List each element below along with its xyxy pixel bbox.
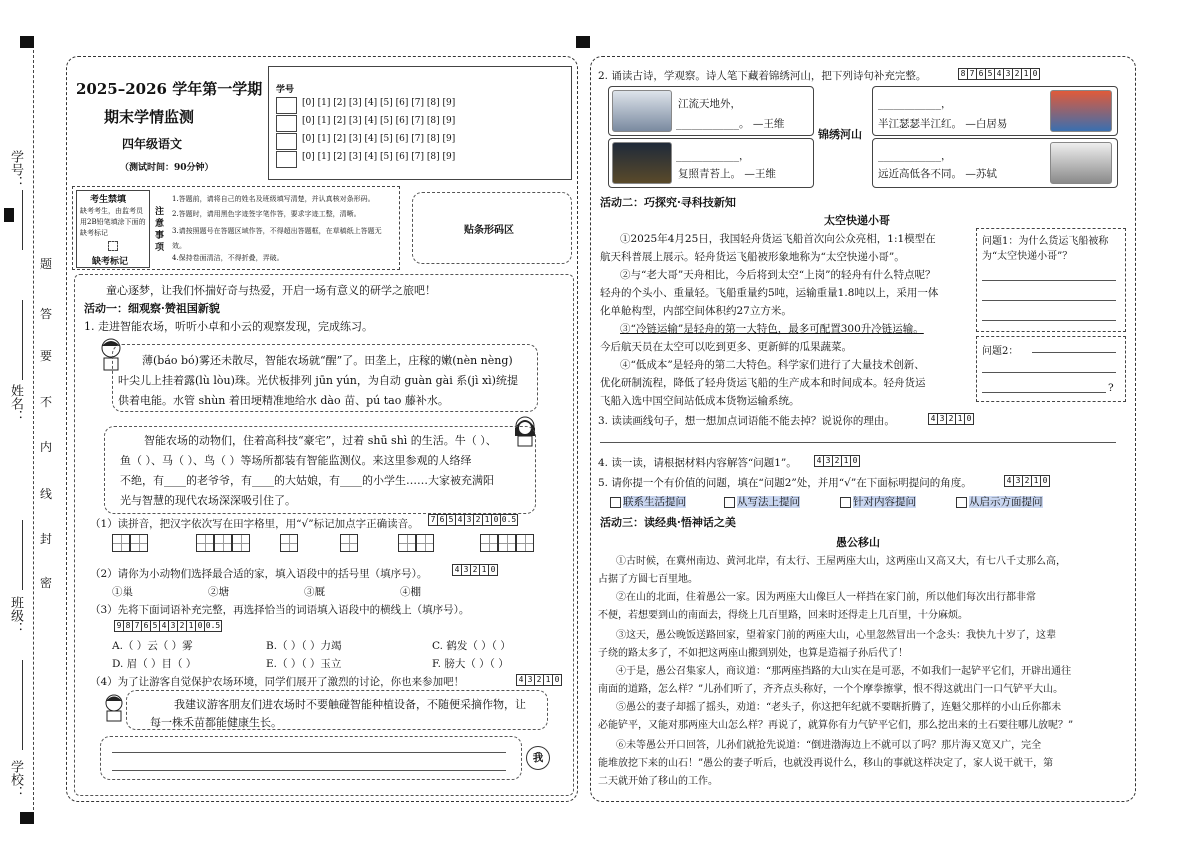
absent-mark-label: 缺考标记 [92,257,129,267]
seal-char: 内 [40,440,53,454]
seal-char: 题 [40,257,53,271]
story-line: 不便，若想要到山的南面去，得绕上几百里路，回来时还得走上几百里，十分麻烦。 [598,610,968,621]
angle-option[interactable] [724,494,800,509]
binding-label-id: 学号： [8,150,23,189]
checkbox[interactable] [610,497,621,508]
activity2-title: 活动二：巧探究·寻科技新知 [600,196,736,209]
speech-line: 供着电能。水管 shùn 着田埂精准地给水 dào 苗、pú tao 藤补水。 [118,394,449,407]
score-box[interactable]: 9 8 7 6 5 4 3 2 1 0 0.5 [114,620,222,632]
checkbox[interactable] [956,497,967,508]
speech-line: 鱼（ ）、马（ ）、鸟（ ）等场所都装有智能监测仪。来这里参观的人络绎 [120,454,472,467]
speech-line: 不绝，有____的老爷爷，有____的大姑娘，有____的小学生……大家被充满阳 [120,474,494,487]
tian-grid-group[interactable] [112,534,148,555]
article-line: 飞船入选中国空间站低成本货物运输系统。 [600,395,800,407]
word-option: D. 眉（ ）目（ ） [112,658,197,670]
tian-grid-group[interactable] [196,534,250,555]
score-box[interactable]: 7 6 5 4 3 2 1 0 0.5 [428,514,518,526]
registration-mark [576,36,590,48]
poem-line: ____________， [878,98,952,110]
story-line: 能堆放挖下来的山石！”愚公的妻子听后，也就没再说什么，移山的事就这样决定了，家人说干就干，第 [598,758,1054,769]
article-line-underlined: ③“冷链运输”是轻舟的第一大特色，最多可配置300升冷链运输。 [620,323,924,335]
speech-line: 我建议游客朋友们进农场时不要触碰智能种植设备，不随便采摘作物，让 [174,698,526,711]
seal-char: 答 [40,307,53,321]
checkbox[interactable] [724,497,735,508]
word-option: E.（ ）（ ）玉立 [266,658,342,670]
article-line: 航天科普展上展示。轻舟货运飞船被形象地称为“太空快递小哥”。 [600,251,905,263]
poem-line: 复照青苔上。 —王维 [678,168,776,180]
story-line: ①古时候，在冀州南边、黄河北岸，有太行、王屋两座大山，这两座山又高又大，有七八千丈那么高， [616,556,1066,567]
seal-char: 要 [40,349,53,363]
question-mark: ? [1108,382,1114,394]
answer-bubble [100,736,522,780]
id-bubble-row[interactable]: [0] [1] [2] [3] [4] [5] [6] [7] [8] [9] [302,98,456,108]
story-line: 南面的道路，怎么样？”儿孙们听了，齐齐点头称好，一个个摩拳擦掌，恨不得这就出门一口气铲平大山。 [598,684,1064,695]
poem-line: 江流天地外， [678,98,741,110]
binding-label-class: 班级： [8,596,23,635]
question1-text: 问题1：为什么货运飞船被称为“太空快递小哥”？ [982,236,1109,262]
answer-line[interactable] [982,372,1116,373]
story-line: ⑥未等愚公开口回答，儿孙们就抢先说道：“倒进渤海边上不就可以了吗？那片海又宽又广，完全 [616,740,1042,751]
id-digit-cell[interactable] [276,97,297,114]
id-bubble-row[interactable]: [0] [1] [2] [3] [4] [5] [6] [7] [8] [9] [302,116,456,126]
article-line: 今后航天员在太空可以吃到更多、更新鲜的瓜果蔬菜。 [600,341,852,353]
binding-field-id [22,190,24,250]
mountain-picture [612,90,672,132]
story-line: ②在山的北面，住着愚公一家。因为两座大山像巨人一样挡在家门前，所以他们每次出行都非常 [616,592,1036,603]
mountain-peaks-picture [1050,142,1112,184]
id-digit-cell[interactable] [276,133,297,150]
center-title: 锦绣河山 [818,128,862,141]
story-line: ⑤愚公的妻子却摇了摇头，劝道：“老头子，你这把年纪就不要瞎折腾了，连魁父那样的小山丘你都未 [616,702,1062,713]
word-option: C. 鹤发（ ）（ ） [432,640,511,652]
seal-char: 不 [40,395,53,409]
option: ③厩 [304,586,325,598]
sub-question-4: （4）为了让游客自觉保护农场环境，同学们展开了激烈的讨论，你也来参加吧！ [90,676,465,688]
speech-line: 薄(báo bó)雾还未散尽，智能农场就“醒”了。田垄上，庄稼的嫩(nèn nèng) [142,354,513,367]
article-line: ②与“老大哥”天舟相比，今后将到太空“上岗”的轻舟有什么特点呢？ [620,269,936,281]
option: ②塘 [208,586,229,598]
story-line: 占据了方圆七百里地。 [598,574,698,585]
story-line: 子绕的路太多了，不如把这两座山搬到别处，也算是造福子孙后代了！ [598,648,908,659]
word-option: F. 膀大（ ）（ ） [432,658,509,670]
score-box[interactable]: 4 3 2 1 0 [516,674,562,686]
question-3: 3. 读读画线句子，想一想加点词语能不能去掉？说说你的理由。 [598,415,895,427]
article-line: ④“低成本”是轻舟的第二大特色。科学家们进行了大量技术创新、 [620,359,925,371]
angle-label: 从写法上提问 [737,496,800,508]
story-line: ③这天，愚公晚饭送路回家，望着家门前的两座大山，心里忽然冒出一个念头：我快九十岁了，这辈 [616,630,1056,641]
registration-mark [20,36,34,48]
angle-option[interactable] [610,494,686,509]
score-box[interactable]: 8 7 6 5 4 3 2 1 0 [958,68,1040,80]
registration-mark [4,208,14,222]
binding-line [33,50,34,810]
poem-line: ____________。 —王维 [676,118,785,130]
forest-light-picture [612,142,672,184]
question-1: 1. 走进智能农场，听听小卓和小云的观察发现，完成练习。 [84,320,373,333]
notice-item: 4.保持卷面清洁，不得折叠，弄破。 [172,254,284,262]
angle-option[interactable] [956,494,1043,509]
article-title: 太空快递小哥 [824,214,890,227]
absent-mark-cell[interactable] [108,241,118,251]
absent-box-text: 缺考考生，由监考员用2B铅笔填涂下面的缺考标记 [80,207,146,237]
poem-line: ____________， [878,150,952,162]
binding-field-school [22,660,24,750]
binding-label-school: 学校： [8,760,23,799]
poem-line: ____________， [676,150,750,162]
notice-item: 3.请按照题号在答题区域作答，不得超出答题框，在草稿纸上答题无效。 [172,227,382,250]
boy-avatar [100,692,128,722]
answer-line[interactable] [982,280,1116,281]
speech-line: 每一株禾苗都能健康生长。 [150,716,282,729]
grade-subject: 四年级语文 [122,137,183,151]
story-line: 必能铲平，又能对那两座大山怎么样？再说了，就算你有力气铲平它们，那么挖出来的土石要往哪儿放呢？” [598,720,1074,731]
answer-line[interactable] [600,442,1116,443]
answer-line[interactable] [982,320,1116,321]
poem-line: 半江瑟瑟半江红。 —白居易 [878,118,1008,130]
question-4: 4. 读一读，请根据材料内容解答“问题1”。 [598,457,797,469]
barcode-label: 贴条形码区 [464,225,514,236]
river-sunset-picture [1050,90,1112,132]
binding-label-name: 姓名： [8,384,23,423]
student-id-label: 学号 [276,85,295,95]
registration-mark [20,812,34,824]
article-line: 轻舟的个头小、重量轻。飞船重量约5吨，运输重量1.8吨以上，采用一体 [600,287,939,299]
binding-field-class [22,520,24,590]
score-box[interactable]: 4 3 2 1 0 [814,455,860,467]
tian-grid-group[interactable] [480,534,534,555]
notice-item: 1.答题前，请将自己的姓名及班级填写清楚，并认真核对条形码。 [172,195,375,203]
me-label: 我 [532,752,544,764]
id-digit-cell[interactable] [276,151,297,168]
angle-label: 针对内容提问 [853,496,916,508]
score-box[interactable]: 4 3 2 1 0 [1004,475,1050,487]
angle-label: 从启示方面提问 [969,496,1043,508]
exam-subtitle: 期末学情监测 [104,108,195,126]
notice-item: 2.答题时，请用黑色字迹签字笔作答，要求字迹工整，清晰。 [172,210,361,218]
sub-question-2: （2）请你为小动物们选择最合适的家，填入语段中的括号里（填序号）。 [90,568,428,580]
activity1-title: 活动一：细观察·赞祖国新貌 [84,302,220,315]
option: ④棚 [400,586,421,598]
intro-text: 童心逐梦，让我们怀揣好奇与热爱，开启一场有意义的研学之旅吧！ [106,284,436,297]
speech-line: 光与智慧的现代农场深深吸引住了。 [120,494,296,507]
me-circle [526,746,550,770]
score-box[interactable]: 4 3 2 1 0 [928,413,974,425]
story-line: 二天就开始了移山的工作。 [598,776,718,787]
angle-label: 联系生活提问 [623,496,686,508]
question-2: 2. 诵读古诗，学观察。诗人笔下藏着锦绣河山，把下列诗句补充完整。 [598,70,927,82]
answer-line[interactable] [112,752,506,753]
tian-grid-group[interactable] [340,534,358,555]
score-box[interactable]: 4 3 2 1 0 [452,564,498,576]
seal-char: 密 [40,576,53,590]
article-line: ①2025年4月25日，我国轻舟货运飞船首次向公众亮相，1:1模型在 [620,233,936,245]
seal-char: 封 [40,532,53,546]
answer-line[interactable] [1032,352,1116,353]
exam-year-title: 2025–2026 学年第一学期 [76,80,263,98]
speech-line: 智能农场的动物们，住着高科技“豪宅”，过着 shū shì 的生活。牛（ ）、 [144,434,497,447]
story-title: 愚公移山 [836,536,880,549]
exam-time: （测试时间：90分钟） [120,163,214,173]
notice-side-title: 注意事项 [155,207,165,253]
id-bubble-row[interactable]: [0] [1] [2] [3] [4] [5] [6] [7] [8] [9] [302,134,456,144]
sub-question-3: （3）先将下面词语补充完整，再选择恰当的词语填入语段中的横线上（填序号）。 [90,604,470,616]
story-line: ④于是，愚公召集家人，商议道：“那两座挡路的大山实在是可恶，不如我们一起铲平它们，开辟出通往 [616,666,1072,677]
article-line: 优化研制流程，降低了轻舟货运飞船的生产成本和时间成本。轻舟货运 [600,377,926,389]
answer-line[interactable] [112,770,506,771]
article-line: 化单舱构型，内部空间体积约27立方米。 [600,305,792,317]
poem-line: 远近高低各不同。 —苏轼 [878,168,997,180]
question-5: 5. 请你提一个有价值的问题，填在“问题2”处，并用“√”在下面标明提问的角度。 [598,477,972,489]
tian-grid-group[interactable] [398,534,434,555]
word-option: B.（ ）（ ）力竭 [266,640,342,652]
id-digit-cell[interactable] [276,115,297,132]
absent-box-title: 考生禁填 [90,195,127,205]
activity3-title: 活动三：读经典·悟神话之美 [600,516,736,529]
sub-question-1: （1）读拼音，把汉字依次写在田字格里，用“√”标记加点字正确读音。 [90,518,419,530]
binding-field-name [22,300,24,380]
word-option: A.（ ）云（ ）雾 [112,640,193,652]
seal-char: 线 [40,487,53,501]
id-bubble-row[interactable]: [0] [1] [2] [3] [4] [5] [6] [7] [8] [9] [302,152,456,162]
option: ①巢 [112,586,133,598]
tian-grid-group[interactable] [280,534,298,555]
answer-line[interactable] [982,392,1106,393]
checkbox[interactable] [840,497,851,508]
question2-text: 问题2： [982,346,1019,357]
speech-line: 叶尖儿上挂着露(lù lòu)珠。光伏板排列 jūn yún，为自动 guàn gài 系(jì xì)统提 [118,374,518,387]
answer-line[interactable] [982,300,1116,301]
angle-option[interactable] [840,494,916,509]
